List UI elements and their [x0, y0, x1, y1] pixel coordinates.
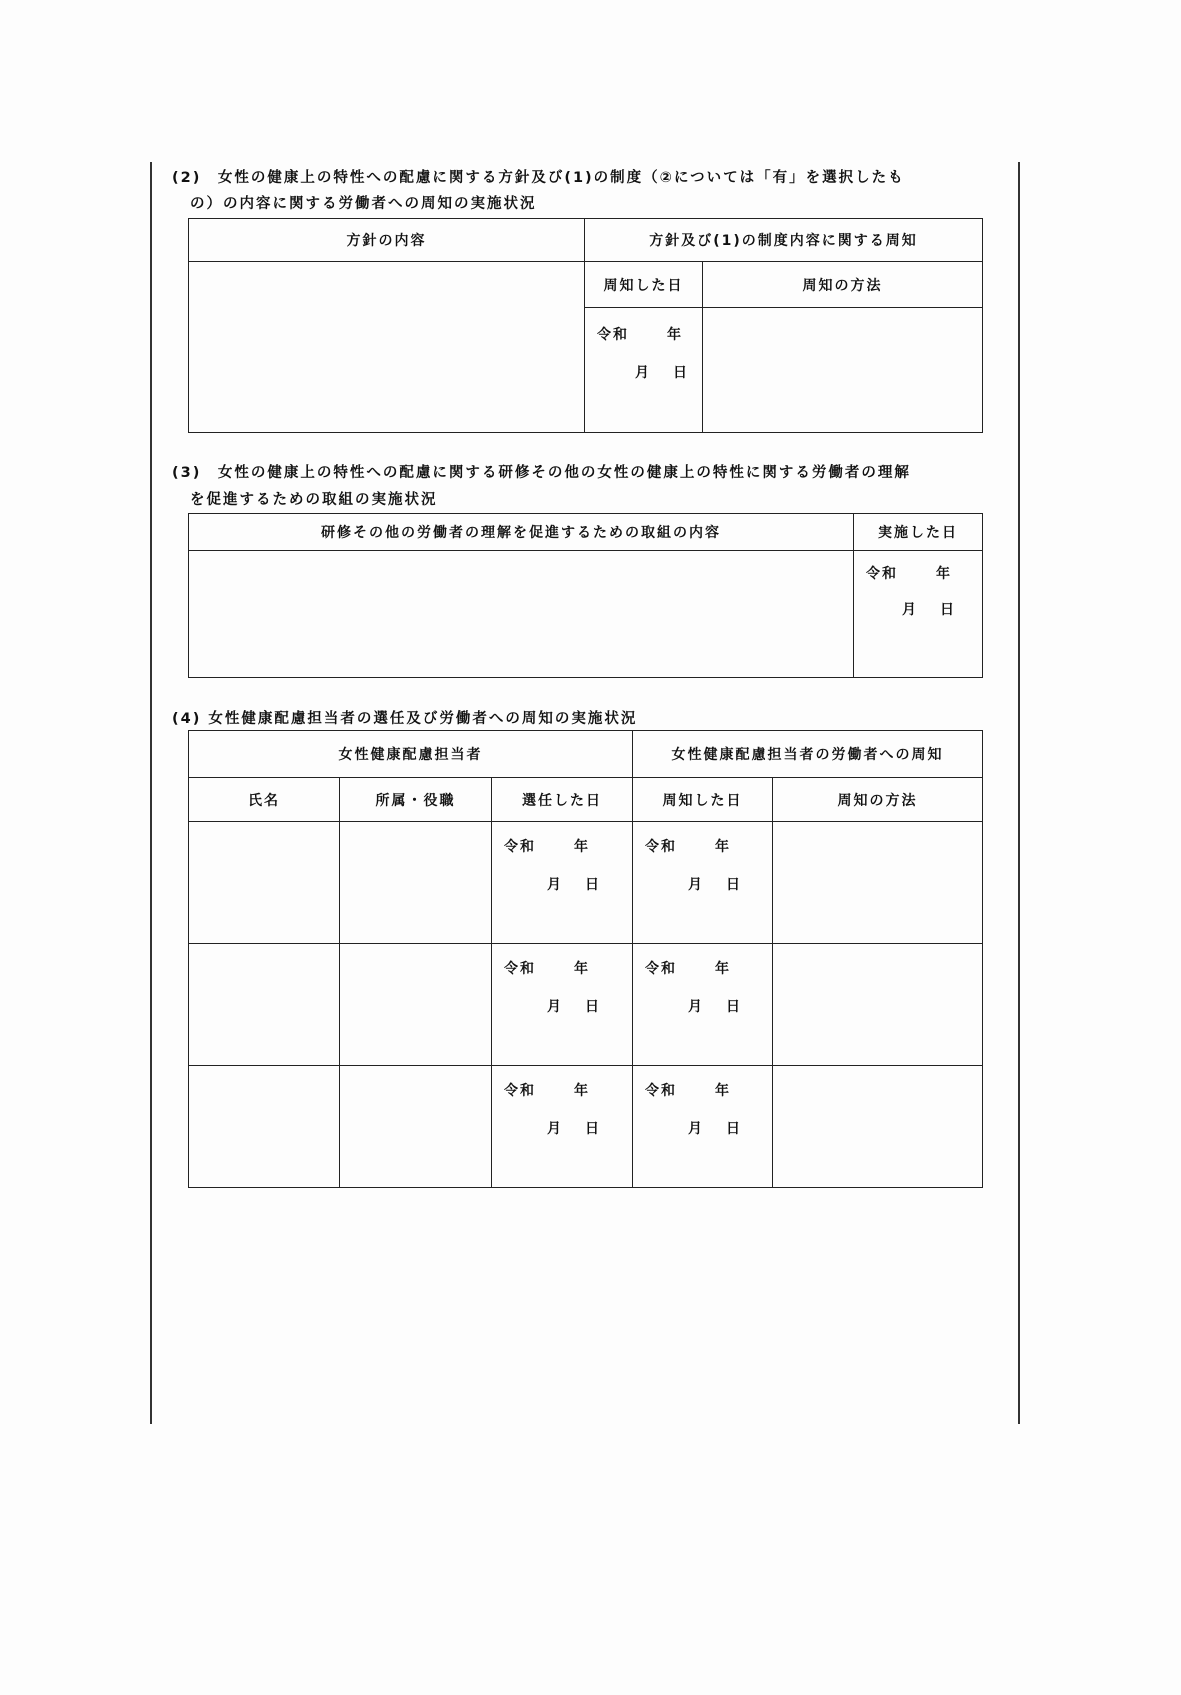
- notice-date-cell[interactable]: [585, 308, 703, 433]
- table-row: [189, 822, 983, 944]
- appointed-date-cell[interactable]: [492, 822, 633, 944]
- date-label: 月: [688, 877, 705, 893]
- date-label: 年: [667, 327, 683, 343]
- name-cell[interactable]: [189, 944, 340, 1066]
- notified-date-cell[interactable]: [633, 822, 773, 944]
- header-officer: 女性健康配慮担当者: [189, 731, 633, 778]
- header-appointed: 選任した日: [492, 778, 633, 822]
- header-date: 周知した日: [585, 262, 703, 308]
- date-label: 年: [936, 566, 952, 582]
- date-label: 年: [715, 961, 732, 977]
- date-label: 日: [726, 877, 743, 893]
- notice-method-cell[interactable]: [703, 308, 983, 433]
- header-policy: 方針の内容: [189, 219, 585, 262]
- section2-title-line2: の）の内容に関する労働者への周知の実施状況: [190, 196, 537, 212]
- date-label: 年: [574, 1083, 590, 1099]
- date-label: 令和: [645, 961, 678, 977]
- date-label: 年: [574, 839, 590, 855]
- section3-title-line2: を促進するための取組の実施状況: [190, 492, 438, 508]
- date-label: 日: [585, 999, 601, 1015]
- date-label: 年: [574, 961, 590, 977]
- section2-title-line1: (2) 女性の健康上の特性への配慮に関する方針及び(1)の制度（②については「有」を選択したも: [172, 170, 905, 186]
- dept-cell[interactable]: [340, 822, 492, 944]
- policy-content-cell[interactable]: [189, 262, 585, 433]
- date-label: 日: [585, 1121, 601, 1137]
- date-label: 月: [547, 877, 563, 893]
- dept-cell[interactable]: [340, 944, 492, 1066]
- date-label: 年: [715, 1083, 732, 1099]
- date-label: 令和: [645, 839, 678, 855]
- date-label: 令和: [504, 839, 536, 855]
- page-border-left: [150, 162, 152, 1424]
- section2-table: [188, 218, 983, 433]
- header-dept: 所属・役職: [340, 778, 492, 822]
- date-label: 月: [902, 602, 918, 618]
- date-label: 日: [726, 1121, 743, 1137]
- name-cell[interactable]: [189, 1066, 340, 1188]
- date-label: 月: [688, 999, 705, 1015]
- content-cell[interactable]: [189, 551, 854, 678]
- date-label: 令和: [504, 1083, 536, 1099]
- date-label: 年: [715, 839, 732, 855]
- page-border-right: [1018, 162, 1020, 1424]
- date-label: 令和: [866, 566, 898, 582]
- table-row: [189, 944, 983, 1066]
- header-notified: 周知した日: [633, 778, 773, 822]
- name-cell[interactable]: [189, 822, 340, 944]
- date-label: 日: [585, 877, 601, 893]
- date-label: 月: [547, 1121, 563, 1137]
- date-label: 日: [726, 999, 743, 1015]
- date-label: 月: [688, 1121, 705, 1137]
- header-name: 氏名: [189, 778, 340, 822]
- section4-table: [188, 730, 983, 1188]
- date-label: 日: [940, 602, 956, 618]
- header-method: 周知の方法: [703, 262, 983, 308]
- date-label: 令和: [504, 961, 536, 977]
- section3-title-line1: (3) 女性の健康上の特性への配慮に関する研修その他の女性の健康上の特性に関する労働者の理解: [172, 465, 911, 481]
- notified-date-cell[interactable]: [633, 944, 773, 1066]
- section4-title: (4) 女性健康配慮担当者の選任及び労働者への周知の実施状況: [172, 711, 638, 727]
- date-label: 月: [547, 999, 563, 1015]
- method-cell[interactable]: [773, 944, 983, 1066]
- appointed-date-cell[interactable]: [492, 944, 633, 1066]
- section3-table: [188, 513, 983, 678]
- header-date: 実施した日: [854, 514, 983, 551]
- appointed-date-cell[interactable]: [492, 1066, 633, 1188]
- date-label: 日: [673, 365, 689, 381]
- notified-date-cell[interactable]: [633, 1066, 773, 1188]
- header-method: 周知の方法: [773, 778, 983, 822]
- method-cell[interactable]: [773, 822, 983, 944]
- header-content: 研修その他の労働者の理解を促進するための取組の内容: [189, 514, 854, 551]
- table-row: [189, 1066, 983, 1188]
- date-label: 月: [635, 365, 651, 381]
- header-notice: 方針及び(1)の制度内容に関する周知: [585, 219, 983, 262]
- method-cell[interactable]: [773, 1066, 983, 1188]
- header-notice: 女性健康配慮担当者の労働者への周知: [633, 731, 983, 778]
- date-label: 令和: [597, 327, 629, 343]
- dept-cell[interactable]: [340, 1066, 492, 1188]
- implementation-date-cell[interactable]: [854, 551, 983, 678]
- date-label: 令和: [645, 1083, 678, 1099]
